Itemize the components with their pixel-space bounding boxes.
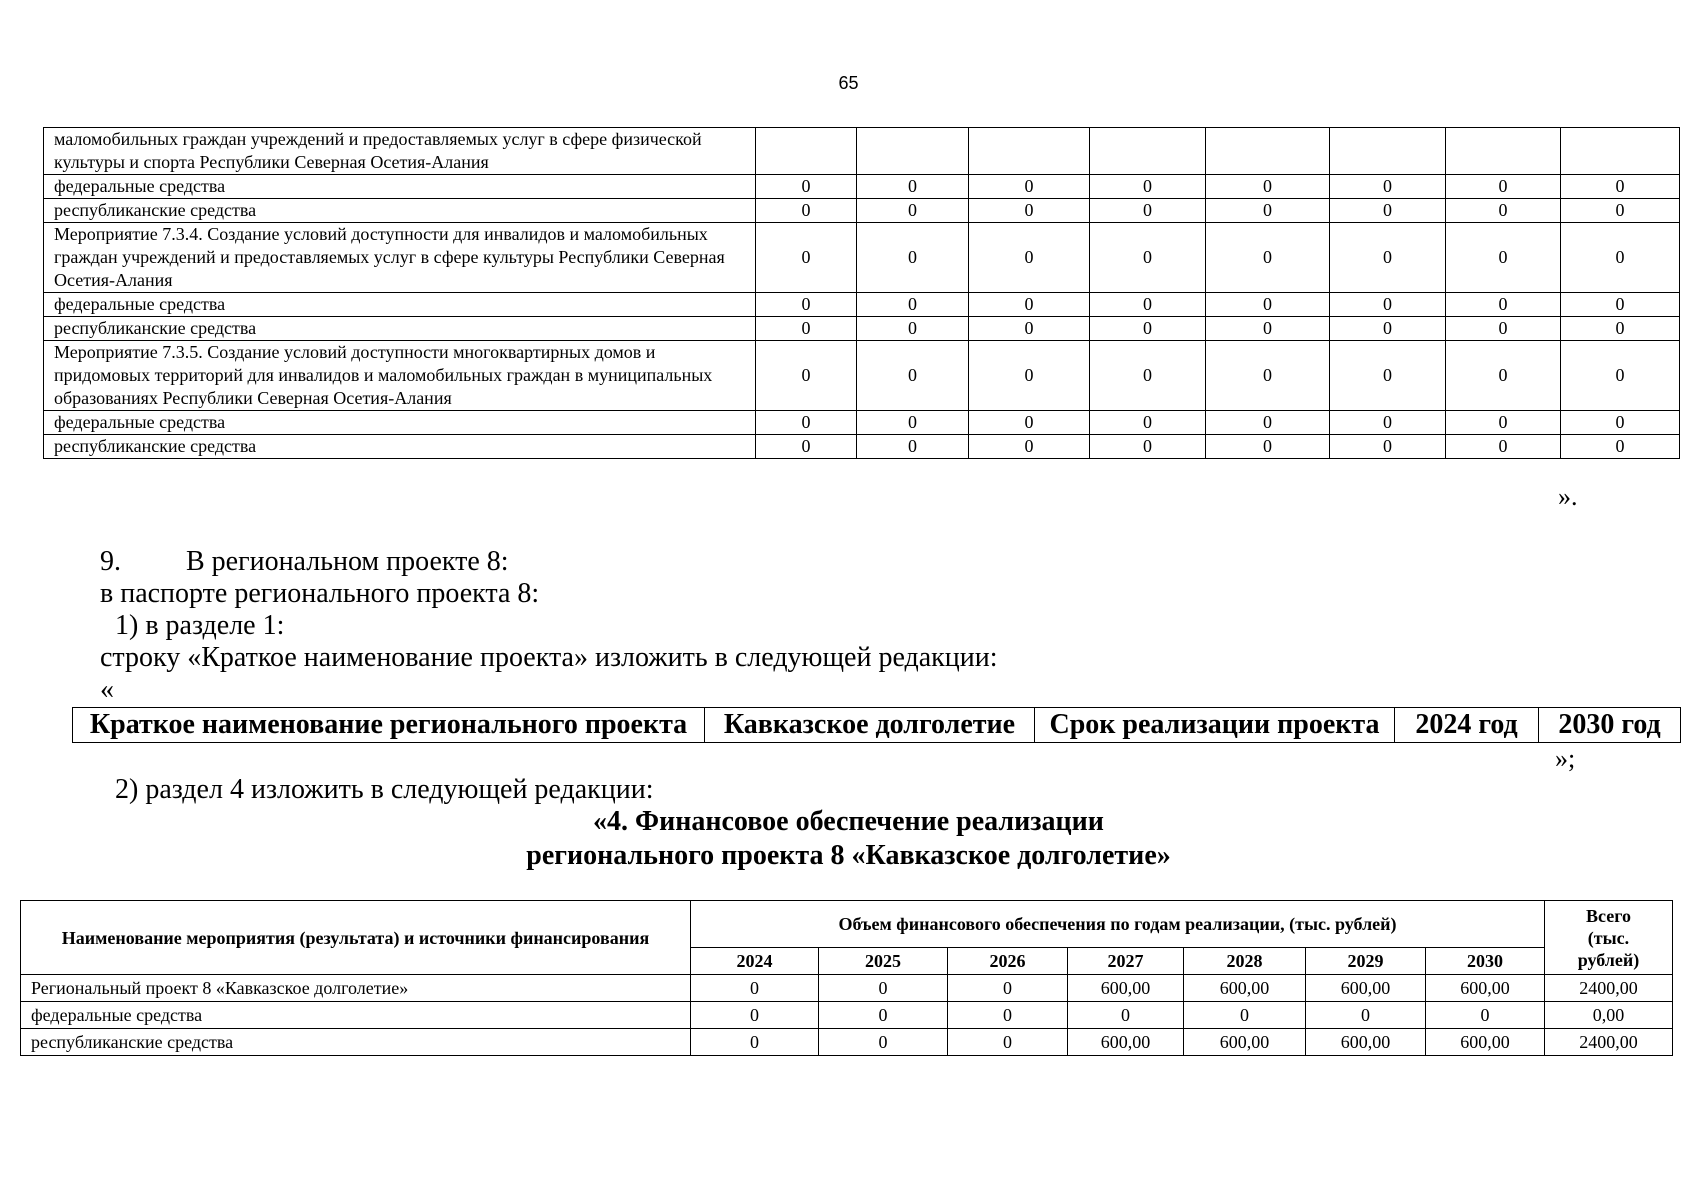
cell-value: 0 (756, 411, 857, 435)
table-row (21, 1002, 1673, 1029)
row-label: республиканские средства (21, 1029, 691, 1056)
cell-value: 0 (1206, 411, 1330, 435)
cell-value: 0 (1561, 175, 1680, 199)
row-label: маломобильных граждан учреждений и предоставляемых услуг в сфере физической культуры и спорта Республики Северная Осетия-Алания (44, 128, 756, 175)
cell-value: 0 (1330, 293, 1446, 317)
subitem-1: 1) в разделе 1: (115, 610, 285, 641)
cell-value: 0,00 (1545, 1002, 1673, 1029)
cell-value: 0 (857, 341, 969, 411)
cell-value: 0 (1330, 317, 1446, 341)
section-heading-line-2: регионального проекта 8 «Кавказское долголетие» (526, 840, 1171, 871)
passport-line: в паспорте регионального проекта 8: (100, 578, 540, 609)
row-label: республиканские средства (44, 317, 756, 341)
header-name: Наименование мероприятия (результата) и источники финансирования (21, 901, 691, 975)
cell-value (1561, 128, 1680, 175)
year-header: 2029 (1306, 948, 1426, 975)
cell-value: 0 (1561, 317, 1680, 341)
cell-value: 0 (969, 317, 1090, 341)
cell-value: 0 (1206, 341, 1330, 411)
row-instruction: строку «Краткое наименование проекта» изложить в следующей редакции: (100, 642, 998, 673)
cell-value: 0 (1206, 199, 1330, 223)
subitem-2: 2) раздел 4 изложить в следующей редакции: (115, 774, 654, 805)
table-row (44, 199, 1680, 223)
cell-value: 0 (969, 435, 1090, 459)
cell-value: 0 (756, 293, 857, 317)
cell-value: 0 (1561, 293, 1680, 317)
cell-value: 600,00 (1306, 975, 1426, 1002)
cell-value: 0 (969, 293, 1090, 317)
cell-value: 0 (1446, 435, 1561, 459)
cell-value: 0 (1306, 1002, 1426, 1029)
cell-value (1206, 128, 1330, 175)
cell-value: 0 (857, 293, 969, 317)
funding-continuation-table (43, 127, 1680, 459)
term-label: Срок реализации проекта (1035, 708, 1395, 743)
cell-value: 2400,00 (1545, 1029, 1673, 1056)
cell-value: 0 (857, 199, 969, 223)
table-row (44, 341, 1680, 411)
cell-value (756, 128, 857, 175)
cell-value: 0 (969, 223, 1090, 293)
cell-value: 0 (1446, 175, 1561, 199)
start-year: 2024 год (1395, 708, 1539, 743)
cell-value: 0 (691, 1002, 819, 1029)
table-row (44, 411, 1680, 435)
cell-value: 0 (691, 975, 819, 1002)
cell-value: 0 (1206, 435, 1330, 459)
cell-value: 0 (948, 975, 1068, 1002)
cell-value (1090, 128, 1206, 175)
cell-value: 0 (1561, 223, 1680, 293)
table-row (44, 435, 1680, 459)
cell-value: 0 (969, 411, 1090, 435)
end-year: 2030 год (1539, 708, 1681, 743)
cell-value: 0 (1206, 223, 1330, 293)
cell-value: 0 (1206, 293, 1330, 317)
table-row (44, 317, 1680, 341)
cell-value: 0 (857, 223, 969, 293)
table-row (44, 293, 1680, 317)
cell-value: 600,00 (1184, 975, 1306, 1002)
cell-value: 0 (1330, 435, 1446, 459)
cell-value: 0 (1561, 411, 1680, 435)
cell-value: 0 (1330, 199, 1446, 223)
cell-value: 0 (1206, 317, 1330, 341)
section-heading-line-1: «4. Финансовое обеспечение реализации (593, 806, 1104, 837)
row-label: федеральные средства (44, 293, 756, 317)
cell-value: 600,00 (1068, 1029, 1184, 1056)
cell-value: 0 (819, 1029, 948, 1056)
row-label: Мероприятие 7.3.5. Создание условий доступности многоквартирных домов и придомовых территорий для инвалидов и маломобильных граждан в муниципальных образованиях Республики Северная Осетия-Алания (44, 341, 756, 411)
cell-value: 0 (1330, 223, 1446, 293)
row-label: федеральные средства (44, 411, 756, 435)
cell-value: 0 (1561, 341, 1680, 411)
financing-table (20, 900, 1673, 1056)
short-name-label: Краткое наименование регионального проекта (73, 708, 705, 743)
cell-value: 600,00 (1068, 975, 1184, 1002)
row-label: федеральные средства (44, 175, 756, 199)
row-label: Региональный проект 8 «Кавказское долголетие» (21, 975, 691, 1002)
cell-value: 0 (1090, 175, 1206, 199)
open-quote: « (100, 674, 114, 705)
cell-value: 0 (756, 199, 857, 223)
page-number: 65 (838, 73, 859, 93)
cell-value: 600,00 (1426, 975, 1545, 1002)
cell-value: 0 (1090, 223, 1206, 293)
cell-value: 0 (948, 1029, 1068, 1056)
cell-value: 0 (756, 175, 857, 199)
cell-value: 0 (1446, 199, 1561, 223)
table-row (44, 223, 1680, 293)
cell-value: 0 (819, 1002, 948, 1029)
table-row (21, 975, 1673, 1002)
year-header: 2027 (1068, 948, 1184, 975)
cell-value: 0 (969, 341, 1090, 411)
project-name: Кавказское долголетие (705, 708, 1035, 743)
cell-value (857, 128, 969, 175)
year-header: 2026 (948, 948, 1068, 975)
row-label: республиканские средства (44, 435, 756, 459)
table-row (21, 1029, 1673, 1056)
header-volume: Объем финансового обеспечения по годам реализации, (тыс. рублей) (691, 901, 1545, 948)
cell-value: 600,00 (1426, 1029, 1545, 1056)
year-header: 2024 (691, 948, 819, 975)
cell-value: 0 (948, 1002, 1068, 1029)
cell-value: 0 (1561, 435, 1680, 459)
cell-value: 0 (1561, 199, 1680, 223)
closing-quote-2: »; (1555, 744, 1576, 773)
cell-value: 0 (756, 341, 857, 411)
cell-value: 0 (1090, 411, 1206, 435)
row-label: Мероприятие 7.3.4. Создание условий доступности для инвалидов и маломобильных граждан учреждений и предоставляемых услуг в сфере культуры Республики Северная Осетия-Алания (44, 223, 756, 293)
cell-value: 0 (1426, 1002, 1545, 1029)
table-row (44, 128, 1680, 175)
row-label: федеральные средства (21, 1002, 691, 1029)
cell-value: 0 (1090, 293, 1206, 317)
row-label: республиканские средства (44, 199, 756, 223)
cell-value: 0 (1330, 341, 1446, 411)
cell-value: 600,00 (1184, 1029, 1306, 1056)
cell-value (969, 128, 1090, 175)
header-total: Всего (тыс. рублей) (1545, 901, 1673, 975)
cell-value: 2400,00 (1545, 975, 1673, 1002)
cell-value: 0 (857, 435, 969, 459)
table-row (44, 175, 1680, 199)
cell-value: 0 (1446, 223, 1561, 293)
year-header: 2030 (1426, 948, 1545, 975)
cell-value: 0 (857, 411, 969, 435)
cell-value: 0 (756, 435, 857, 459)
cell-value: 0 (1090, 341, 1206, 411)
project-name-table (72, 707, 1681, 743)
cell-value: 0 (1446, 341, 1561, 411)
year-header: 2025 (819, 948, 948, 975)
cell-value: 0 (969, 175, 1090, 199)
cell-value: 0 (756, 317, 857, 341)
item-9-text: В региональном проекте 8: (186, 546, 509, 577)
closing-quote: ». (1558, 482, 1578, 511)
year-header: 2028 (1184, 948, 1306, 975)
cell-value: 0 (1206, 175, 1330, 199)
table-row (73, 708, 1681, 743)
cell-value: 0 (819, 975, 948, 1002)
cell-value: 0 (1090, 317, 1206, 341)
cell-value (1330, 128, 1446, 175)
cell-value: 0 (1090, 199, 1206, 223)
cell-value: 0 (691, 1029, 819, 1056)
cell-value (1446, 128, 1561, 175)
cell-value: 0 (1446, 411, 1561, 435)
cell-value: 0 (1446, 317, 1561, 341)
cell-value: 0 (1090, 435, 1206, 459)
cell-value: 0 (1330, 411, 1446, 435)
cell-value: 0 (1330, 175, 1446, 199)
cell-value: 0 (857, 175, 969, 199)
cell-value: 0 (1184, 1002, 1306, 1029)
cell-value: 0 (857, 317, 969, 341)
header-row (21, 901, 1673, 948)
cell-value: 0 (756, 223, 857, 293)
cell-value: 0 (1068, 1002, 1184, 1029)
item-9-number: 9. (100, 546, 121, 577)
cell-value: 600,00 (1306, 1029, 1426, 1056)
cell-value: 0 (969, 199, 1090, 223)
cell-value: 0 (1446, 293, 1561, 317)
